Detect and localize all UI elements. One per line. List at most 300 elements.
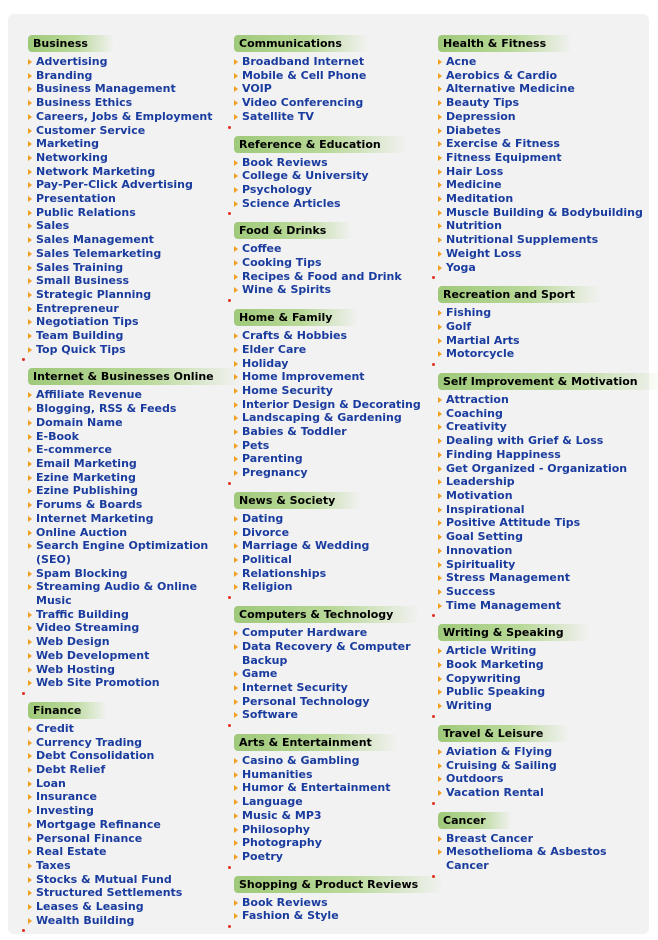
category-link-label[interactable]: Top Quick Tips [36, 342, 126, 356]
category-link-label[interactable]: Fashion & Style [242, 909, 339, 923]
category-link[interactable] [438, 832, 643, 846]
category-link-label[interactable]: Nutrition [446, 219, 502, 233]
category-link-label[interactable]: Babies & Toddler [242, 425, 347, 439]
category-link-label[interactable]: Ezine Publishing [36, 484, 138, 498]
category-link[interactable] [234, 640, 434, 667]
category-header[interactable]: Self Improvement & Motivation [438, 373, 658, 390]
category-link-label[interactable]: Alternative Medicine [446, 82, 575, 96]
category-link-label[interactable]: Advertising [36, 55, 108, 68]
category-link[interactable] [438, 658, 643, 672]
category-link-label[interactable]: Loan [36, 776, 66, 790]
category-header[interactable]: Finance [28, 702, 107, 719]
category-link-label[interactable]: Structured Settlements [36, 886, 183, 900]
category-link-label[interactable]: Email Marketing [36, 456, 137, 470]
category-link[interactable] [28, 635, 228, 649]
category-link-label[interactable]: Goal Setting [446, 530, 523, 544]
category-link[interactable] [438, 434, 643, 448]
category-link-label[interactable]: Internet Marketing [36, 511, 154, 525]
category-link[interactable] [28, 886, 228, 900]
category-link[interactable] [28, 859, 228, 873]
category-link[interactable] [438, 462, 643, 476]
category-link-label[interactable]: Exercise & Fitness [446, 137, 560, 151]
category-link[interactable] [438, 82, 643, 96]
category-header[interactable]: Health & Fitness [438, 35, 572, 52]
category-link[interactable] [234, 466, 434, 480]
category-link-label[interactable]: Personal Technology [242, 694, 370, 708]
category-header[interactable]: News & Society [234, 492, 361, 509]
category-link-label[interactable]: Humor & Entertainment [242, 781, 391, 795]
category-link[interactable] [28, 343, 228, 357]
category-link[interactable] [28, 539, 228, 566]
category-link-label[interactable]: Vacation Rental [446, 785, 544, 799]
category-link[interactable] [438, 393, 643, 407]
category-link-label[interactable]: Ezine Marketing [36, 470, 136, 484]
category-link[interactable] [234, 183, 434, 197]
category-link-label[interactable]: Sales [36, 219, 70, 233]
category-header[interactable]: Reference & Education [234, 136, 407, 153]
category-link-label[interactable]: Beauty Tips [446, 96, 520, 110]
category-link-label[interactable]: Fishing [446, 306, 492, 320]
category-link[interactable] [438, 759, 643, 773]
category-link[interactable] [438, 233, 643, 247]
category-link-label[interactable]: Cruising & Sailing [446, 758, 557, 772]
category-link-label[interactable]: Dealing with Grief & Loss [446, 434, 604, 448]
category-link-label[interactable]: Landscaping & Gardening [242, 411, 402, 425]
category-link[interactable] [28, 233, 228, 247]
category-link-label[interactable]: VOIP [242, 82, 272, 96]
category-link[interactable] [28, 832, 228, 846]
category-header[interactable]: Internet & Businesses Online [28, 368, 240, 385]
category-link[interactable] [438, 110, 643, 124]
category-link[interactable] [234, 823, 434, 837]
category-header[interactable]: Shopping & Product Reviews [234, 876, 444, 893]
category-link-label[interactable]: Small Business [36, 274, 130, 288]
category-link[interactable] [438, 165, 643, 179]
category-link-label[interactable]: Philosophy [242, 822, 310, 836]
category-link[interactable] [28, 512, 228, 526]
category-link-label[interactable]: Relationships [242, 566, 327, 580]
category-link-label[interactable]: Debt Consolidation [36, 749, 155, 763]
category-link[interactable] [28, 498, 228, 512]
category-link-label[interactable]: Sales Training [36, 260, 124, 274]
category-link-label[interactable]: Web Design [36, 635, 110, 649]
category-link[interactable] [234, 411, 434, 425]
category-link[interactable] [28, 749, 228, 763]
category-link-label[interactable]: Aerobics & Cardio [446, 68, 558, 82]
category-link[interactable] [438, 334, 643, 348]
category-link-label[interactable]: Web Site Promotion [36, 676, 160, 690]
category-header[interactable]: Computers & Technology [234, 606, 419, 623]
category-link[interactable] [234, 896, 434, 910]
category-link[interactable] [234, 270, 434, 284]
category-link-label[interactable]: Public Speaking [446, 685, 546, 699]
category-link[interactable] [28, 443, 228, 457]
category-header[interactable]: Cancer [438, 812, 512, 829]
category-link[interactable] [438, 558, 643, 572]
category-link-label[interactable]: Motorcycle [446, 347, 515, 361]
category-link-label[interactable]: Time Management [446, 598, 561, 612]
category-link[interactable] [28, 206, 228, 220]
category-link-label[interactable]: Acne [446, 55, 477, 68]
category-link[interactable] [438, 489, 643, 503]
category-link[interactable] [234, 283, 434, 297]
category-link[interactable] [234, 156, 434, 170]
category-link[interactable] [28, 804, 228, 818]
category-link[interactable] [438, 320, 643, 334]
category-link-label[interactable]: Public Relations [36, 205, 136, 219]
category-link[interactable] [28, 402, 228, 416]
category-link-label[interactable]: Science Articles [242, 196, 341, 210]
category-link[interactable] [28, 777, 228, 791]
category-link[interactable] [438, 503, 643, 517]
category-link-label[interactable]: Spirituality [446, 557, 516, 571]
category-link-label[interactable]: Real Estate [36, 845, 107, 859]
category-link[interactable] [438, 772, 643, 786]
category-link-label[interactable]: Debt Relief [36, 763, 106, 777]
category-link[interactable] [28, 580, 228, 607]
category-link[interactable] [28, 261, 228, 275]
category-link-label[interactable]: Mesothelioma & Asbestos Cancer [446, 845, 607, 873]
category-link-label[interactable]: Presentation [36, 192, 116, 206]
category-link-label[interactable]: Motivation [446, 488, 513, 502]
category-link-label[interactable]: Affiliate Revenue [36, 388, 142, 402]
category-link-label[interactable]: Insurance [36, 790, 97, 804]
category-link[interactable] [234, 242, 434, 256]
category-link-label[interactable]: Blogging, RSS & Feeds [36, 402, 177, 416]
category-link[interactable] [28, 151, 228, 165]
category-link[interactable] [438, 420, 643, 434]
category-link[interactable] [28, 790, 228, 804]
category-link-label[interactable]: Yoga [446, 260, 476, 274]
category-link[interactable] [28, 302, 228, 316]
category-link[interactable] [28, 484, 228, 498]
category-link[interactable] [438, 151, 643, 165]
category-link[interactable] [438, 475, 643, 489]
category-link-label[interactable]: Pets [242, 438, 270, 452]
category-link-label[interactable]: Medicine [446, 178, 502, 192]
category-link-label[interactable]: Recipes & Food and Drink [242, 269, 402, 283]
category-link-label[interactable]: Search Engine Optimization (SEO) [36, 539, 209, 566]
category-link-label[interactable]: Online Auction [36, 525, 128, 539]
category-link[interactable] [438, 644, 643, 658]
category-link[interactable] [234, 439, 434, 453]
category-link[interactable] [234, 370, 434, 384]
category-link[interactable] [28, 315, 228, 329]
category-link[interactable] [28, 274, 228, 288]
category-link[interactable] [28, 722, 228, 736]
category-link[interactable] [438, 407, 643, 421]
category-link[interactable] [234, 754, 434, 768]
category-link[interactable] [438, 192, 643, 206]
category-link[interactable] [234, 567, 434, 581]
category-link-label[interactable]: Depression [446, 109, 516, 123]
category-link-label[interactable]: Negotiation Tips [36, 315, 139, 329]
category-link-label[interactable]: Branding [36, 68, 93, 82]
category-link[interactable] [28, 178, 228, 192]
category-link-label[interactable]: Outdoors [446, 772, 504, 786]
category-link-label[interactable]: Careers, Jobs & Employment [36, 109, 213, 123]
category-link[interactable] [234, 781, 434, 795]
category-link[interactable] [234, 768, 434, 782]
category-link[interactable] [28, 329, 228, 343]
category-link-label[interactable]: Strategic Planning [36, 287, 152, 301]
category-link[interactable] [438, 672, 643, 686]
category-link-label[interactable]: Inspirational [446, 502, 525, 516]
category-header[interactable]: Arts & Entertainment [234, 734, 398, 751]
category-link-label[interactable]: Language [242, 795, 303, 809]
category-link[interactable] [438, 206, 643, 220]
category-link-label[interactable]: Poetry [242, 849, 283, 863]
category-link[interactable] [28, 676, 228, 690]
category-link[interactable] [28, 69, 228, 83]
category-link-label[interactable]: Computer Hardware [242, 626, 368, 640]
category-link-label[interactable]: Martial Arts [446, 333, 520, 347]
category-link-label[interactable]: Leases & Leasing [36, 900, 144, 914]
category-link-label[interactable]: Business Ethics [36, 96, 133, 110]
category-link[interactable] [28, 526, 228, 540]
category-link[interactable] [438, 571, 643, 585]
category-link[interactable] [438, 516, 643, 530]
category-link-label[interactable]: Positive Attitude Tips [446, 516, 581, 530]
category-header[interactable]: Writing & Speaking [438, 624, 590, 641]
category-link-label[interactable]: Nutritional Supplements [446, 233, 599, 247]
category-link[interactable] [234, 909, 434, 923]
category-link-label[interactable]: Video Streaming [36, 621, 140, 635]
category-link-label[interactable]: E-Book [36, 429, 79, 443]
category-link[interactable] [438, 347, 643, 361]
category-header[interactable]: Travel & Leisure [438, 725, 569, 742]
category-link[interactable] [438, 544, 643, 558]
category-header[interactable]: Business [28, 35, 114, 52]
category-link[interactable] [438, 55, 643, 69]
category-link-label[interactable]: Marketing [36, 137, 100, 151]
category-link-label[interactable]: Customer Service [36, 123, 146, 137]
category-link[interactable] [438, 137, 643, 151]
category-link[interactable] [28, 388, 228, 402]
category-link-label[interactable]: Book Marketing [446, 658, 544, 672]
category-link-label[interactable]: Pay-Per-Click Advertising [36, 178, 193, 192]
category-link[interactable] [234, 809, 434, 823]
category-link[interactable] [438, 448, 643, 462]
category-link-label[interactable]: Copywriting [446, 671, 521, 685]
category-link[interactable] [438, 219, 643, 233]
category-link-label[interactable]: Stocks & Mutual Fund [36, 872, 172, 886]
category-link[interactable] [438, 69, 643, 83]
category-link[interactable] [234, 836, 434, 850]
category-link-label[interactable]: Book Reviews [242, 895, 328, 909]
category-link-label[interactable]: Crafts & Hobbies [242, 329, 348, 343]
category-link-label[interactable]: Home Improvement [242, 370, 365, 384]
category-link-label[interactable]: Cooking Tips [242, 256, 322, 270]
category-link[interactable] [234, 69, 434, 83]
category-link-label[interactable]: Divorce [242, 525, 290, 539]
category-link-label[interactable]: Success [446, 584, 496, 598]
category-link[interactable] [234, 343, 434, 357]
category-link[interactable] [28, 165, 228, 179]
category-link[interactable] [438, 599, 643, 613]
category-link[interactable] [234, 96, 434, 110]
category-link[interactable] [234, 553, 434, 567]
category-link-label[interactable]: Wine & Spirits [242, 283, 332, 297]
category-link-label[interactable]: Innovation [446, 543, 513, 557]
category-link[interactable] [28, 914, 228, 928]
category-link-label[interactable]: E-commerce [36, 443, 112, 457]
category-link[interactable] [28, 608, 228, 622]
category-link[interactable] [234, 512, 434, 526]
category-link-label[interactable]: Humanities [242, 767, 313, 781]
category-link-label[interactable]: Elder Care [242, 342, 307, 356]
category-link[interactable] [28, 416, 228, 430]
category-link[interactable] [28, 288, 228, 302]
category-link-label[interactable]: Meditation [446, 192, 514, 206]
category-link[interactable] [438, 845, 643, 872]
category-header[interactable]: Communications [234, 35, 368, 52]
category-link[interactable] [234, 452, 434, 466]
category-link-label[interactable]: Music & MP3 [242, 808, 322, 822]
category-link[interactable] [234, 110, 434, 124]
category-link-label[interactable]: Wealth Building [36, 913, 135, 927]
category-link-label[interactable]: Business Management [36, 82, 176, 96]
category-link-label[interactable]: Currency Trading [36, 735, 143, 749]
category-link-label[interactable]: Coffee [242, 242, 282, 256]
category-link[interactable] [28, 663, 228, 677]
category-link[interactable] [438, 585, 643, 599]
category-link[interactable] [28, 457, 228, 471]
category-link-label[interactable]: Religion [242, 580, 293, 594]
category-link-label[interactable]: Muscle Building & Bodybuilding [446, 205, 643, 219]
category-link-label[interactable]: Finding Happiness [446, 447, 561, 461]
category-link-label[interactable]: Investing [36, 804, 94, 818]
category-link[interactable] [234, 626, 434, 640]
category-link-label[interactable]: Broadband Internet [242, 55, 365, 68]
category-link[interactable] [28, 124, 228, 138]
category-link[interactable] [438, 96, 643, 110]
category-link-label[interactable]: Creativity [446, 420, 507, 434]
category-link[interactable] [234, 795, 434, 809]
category-link[interactable] [28, 818, 228, 832]
category-link-label[interactable]: Forums & Boards [36, 498, 143, 512]
category-link[interactable] [28, 873, 228, 887]
category-link[interactable] [28, 82, 228, 96]
category-link-label[interactable]: Diabetes [446, 123, 501, 137]
category-link-label[interactable]: Pregnancy [242, 466, 308, 480]
category-link[interactable] [234, 695, 434, 709]
category-link[interactable] [234, 708, 434, 722]
category-link[interactable] [234, 681, 434, 695]
category-link[interactable] [28, 471, 228, 485]
category-link-label[interactable]: Game [242, 667, 278, 681]
category-link[interactable] [438, 261, 643, 275]
category-link[interactable] [28, 137, 228, 151]
category-link[interactable] [28, 247, 228, 261]
category-link-label[interactable]: Breast Cancer [446, 831, 534, 845]
category-link[interactable] [28, 110, 228, 124]
category-link-label[interactable]: Get Organized - Organization [446, 461, 628, 475]
category-link[interactable] [234, 580, 434, 594]
category-link[interactable] [438, 685, 643, 699]
category-link-label[interactable]: Home Security [242, 383, 333, 397]
category-link-label[interactable]: Marriage & Wedding [242, 539, 370, 553]
category-link[interactable] [438, 699, 643, 713]
category-link[interactable] [28, 900, 228, 914]
category-link[interactable] [234, 526, 434, 540]
category-link[interactable] [234, 197, 434, 211]
category-link-label[interactable]: Stress Management [446, 571, 570, 585]
category-link-label[interactable]: Coaching [446, 406, 503, 420]
category-link[interactable] [28, 649, 228, 663]
category-link-label[interactable]: Golf [446, 319, 472, 333]
category-link-label[interactable]: Mobile & Cell Phone [242, 68, 367, 82]
category-link-label[interactable]: Web Development [36, 648, 150, 662]
category-link-label[interactable]: Taxes [36, 858, 71, 872]
category-link[interactable] [234, 357, 434, 371]
category-link-label[interactable]: Satellite TV [242, 109, 314, 123]
category-link-label[interactable]: College & University [242, 169, 369, 183]
category-link-label[interactable]: Video Conferencing [242, 96, 364, 110]
category-link[interactable] [438, 306, 643, 320]
category-header[interactable]: Home & Family [234, 309, 358, 326]
category-header[interactable]: Recreation and Sport [438, 286, 601, 303]
category-link-label[interactable]: Spam Blocking [36, 566, 128, 580]
category-link-label[interactable]: Parenting [242, 452, 303, 466]
category-link[interactable] [28, 96, 228, 110]
category-link[interactable] [234, 329, 434, 343]
category-link-label[interactable]: Political [242, 552, 292, 566]
category-link-label[interactable]: Leadership [446, 475, 515, 489]
category-link-label[interactable]: Dating [242, 511, 284, 525]
category-link-label[interactable]: Data Recovery & Computer Backup [242, 639, 411, 667]
category-link[interactable] [28, 736, 228, 750]
category-link-label[interactable]: Weight Loss [446, 246, 522, 260]
category-link[interactable] [28, 567, 228, 581]
category-link-label[interactable]: Aviation & Flying [446, 744, 553, 758]
category-link[interactable] [438, 247, 643, 261]
category-link[interactable] [234, 398, 434, 412]
category-link[interactable] [234, 256, 434, 270]
category-link-label[interactable]: Mortgage Refinance [36, 817, 161, 831]
category-link-label[interactable]: Fitness Equipment [446, 150, 562, 164]
category-link[interactable] [438, 530, 643, 544]
category-link[interactable] [28, 763, 228, 777]
category-link[interactable] [28, 621, 228, 635]
category-link-label[interactable]: Sales Telemarketing [36, 246, 162, 260]
category-link[interactable] [438, 786, 643, 800]
category-link[interactable] [234, 667, 434, 681]
category-link-label[interactable]: Sales Management [36, 233, 154, 247]
category-link-label[interactable]: Credit [36, 721, 74, 735]
category-link-label[interactable]: Networking [36, 150, 108, 164]
category-link[interactable] [28, 55, 228, 69]
category-link[interactable] [438, 745, 643, 759]
category-link-label[interactable]: Article Writing [446, 644, 537, 658]
category-link-label[interactable]: Team Building [36, 329, 124, 343]
category-link-label[interactable]: Internet Security [242, 680, 348, 694]
category-link-label[interactable]: Psychology [242, 182, 312, 196]
category-link[interactable] [234, 82, 434, 96]
category-link[interactable] [438, 178, 643, 192]
category-link-label[interactable]: Book Reviews [242, 155, 328, 169]
category-link-label[interactable]: Attraction [446, 393, 509, 407]
category-link[interactable] [234, 384, 434, 398]
category-link-label[interactable]: Personal Finance [36, 831, 143, 845]
category-link-label[interactable]: Network Marketing [36, 164, 156, 178]
category-link[interactable] [438, 124, 643, 138]
category-link-label[interactable]: Writing [446, 699, 492, 713]
category-link-label[interactable]: Domain Name [36, 415, 123, 429]
category-link[interactable] [28, 845, 228, 859]
category-header[interactable]: Food & Drinks [234, 222, 352, 239]
category-link-label[interactable]: Entrepreneur [36, 301, 119, 315]
